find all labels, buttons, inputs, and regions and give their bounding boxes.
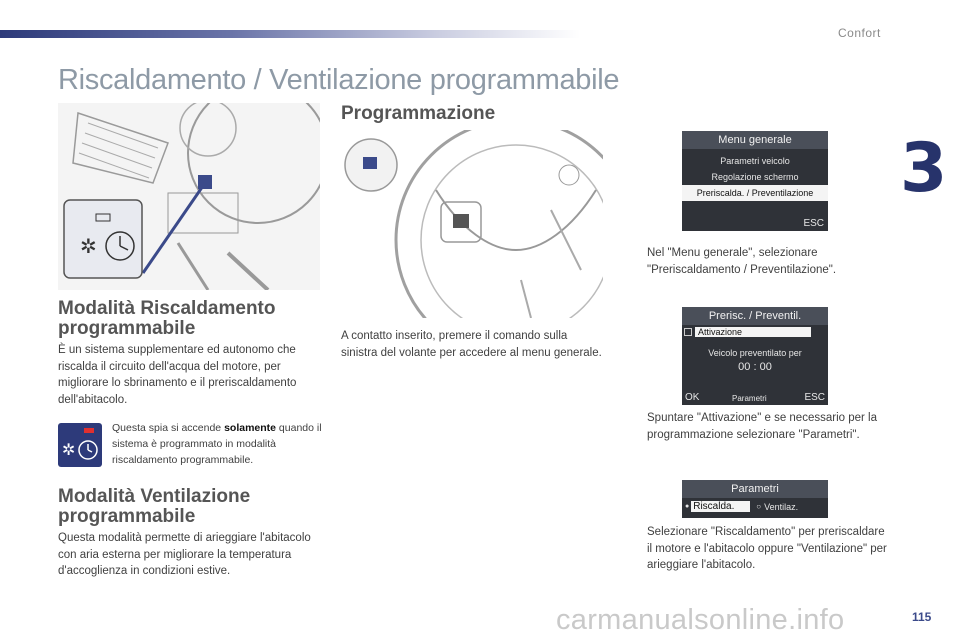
note-prefix: Questa spia si accende [112,422,225,434]
step-3 [625,524,905,576]
page-title: Riscaldamento / Ventilazione programmabile [58,64,620,96]
radio-unselected-icon[interactable]: ○ [756,502,762,511]
heading-ventilation: Modalità Ventilazione programmabile [58,486,251,527]
step-1-text: Nel "Menu generale", selezionare "Preriscaldamento / Preventilazione". [647,247,837,276]
svg-text:✲: ✲ [80,234,97,258]
paragraph-ventilation: Questa modalità permette di arieggiare l'abitacolo con aria esterna per migliorare la temperatura d'accoglienza in condizioni estive. [58,532,311,577]
radio-selected-icon[interactable]: ● [685,503,690,510]
step-3-text: Selezionare "Riscaldamento" per preriscaldare il motore e l'abitacolo oppure "Ventilazione" per arieggiare l'abitacolo. [647,526,887,571]
header-bar [0,30,580,38]
option-heating[interactable]: Riscalda. [691,501,750,512]
step-2-text: Spuntare "Attivazione" e se necessario per la programmazione selezionare "Parametri". [647,412,877,441]
menu-item-preheat[interactable]: Preriscalda. / Preventilazione [682,185,828,201]
steering-wheel-illustration [341,130,603,318]
esc-label-2[interactable]: ESC [804,392,825,403]
svg-text:✲: ✲ [62,440,76,459]
prerisc-time[interactable]: 00 : 00 [738,361,772,373]
steering-wheel-drawing [341,130,603,318]
heading-heating: Modalità Riscaldamento programmabile [58,298,276,339]
parametri-title: Parametri [682,480,828,498]
activation-row[interactable] [684,327,828,337]
menu-generale-screen [682,131,828,231]
heating-warning-icon [58,423,102,467]
prerisc-line: Veicolo preventilato per [708,348,802,358]
menu-generale-title: Menu generale [682,131,828,149]
warning-note [112,420,322,468]
prerisc-title: Prerisc. / Preventil. [682,307,828,325]
chapter-number: 3 [900,129,948,208]
step-2 [625,410,905,462]
page-number: 115 [912,610,932,624]
activation-label[interactable]: Attivazione [695,327,811,337]
menu-item-display[interactable]: Regolazione schermo [711,172,799,182]
esc-label[interactable]: ESC [803,218,824,229]
heading-programming: Programmazione [341,103,496,124]
note-bold: solamente [224,422,277,434]
parametri-options [682,501,828,512]
watermark: carmanualsonline.info [556,604,845,636]
params-label[interactable]: Parametri [732,394,767,403]
menu-item-vehicle[interactable]: Parametri veicolo [720,156,790,166]
paragraph-programming: A contatto inserito, premere il comando sulla sinistra del volante per accedere al menu generale. [341,330,602,359]
ok-label[interactable]: OK [685,392,700,403]
section-name: Confort [838,26,881,40]
dashboard-illustration [58,103,320,290]
parametri-screen [682,480,828,518]
step-1 [625,245,905,279]
prerisc-screen [682,307,828,405]
note-suffix: quando il sistema è programmato in modalità riscaldamento programmabile. [112,422,322,466]
dashboard-drawing [58,103,320,290]
checkbox-icon[interactable] [684,328,692,336]
option-ventilation[interactable]: Ventilaz. [764,501,799,512]
paragraph-heating: È un sistema supplementare ed autonomo che riscalda il circuito dell'acqua del motore, per migliorare lo sbrinamento e il preriscaldamento dell'abitacolo. [58,344,297,406]
